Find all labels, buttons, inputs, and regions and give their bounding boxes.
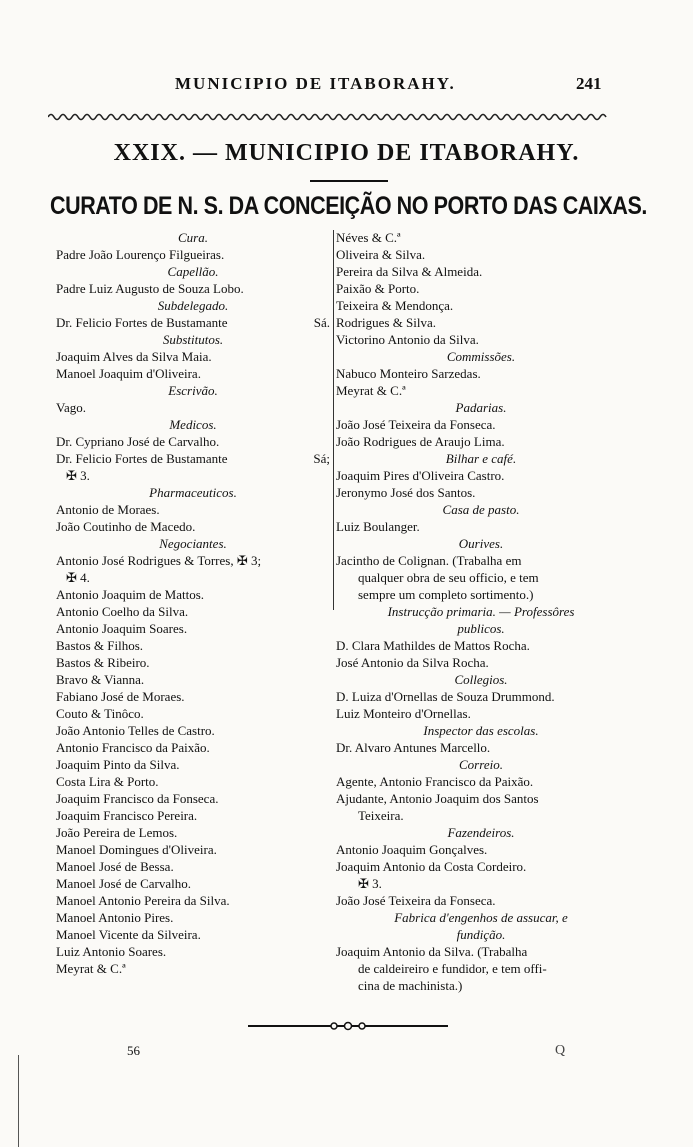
entry-suffix: Sá;	[313, 451, 330, 466]
section-heading: fundição.	[456, 927, 506, 942]
corner-mark: Q	[555, 1043, 566, 1058]
directory-entry: Joaquim Antonio da Costa Cordeiro.	[336, 859, 527, 874]
entry-continuation: sempre um completo sortimento.)	[358, 587, 534, 602]
section-heading: Padarias.	[455, 400, 507, 415]
section-heading: Correio.	[459, 757, 503, 772]
section-heading: Ourives.	[458, 536, 504, 551]
directory-entry: Teixeira & Mendonça.	[336, 298, 454, 313]
section-heading: Capellão.	[167, 264, 219, 279]
directory-entry: Antonio Joaquim de Mattos.	[56, 587, 205, 602]
left-column	[56, 229, 330, 977]
section-heading: Commissões.	[446, 349, 516, 364]
section-heading: publicos.	[457, 621, 505, 636]
directory-entry: Dr. Alvaro Antunes Marcello.	[336, 740, 491, 755]
bottom-ornament	[248, 1020, 448, 1032]
section-heading: Casa de pasto.	[442, 502, 520, 517]
directory-entry: Vago.	[56, 400, 86, 415]
directory-entry: Ajudante, Antonio Joaquim dos Santos	[336, 791, 539, 806]
directory-entry: Padre Luiz Augusto de Souza Lobo.	[56, 281, 244, 296]
directory-entry: Antonio Joaquim Gonçalves.	[336, 842, 488, 857]
directory-entry: Manoel Vicente da Silveira.	[56, 927, 201, 942]
section-heading: Collegios.	[454, 672, 508, 687]
entry-continuation: cina de machinista.)	[358, 978, 463, 993]
directory-entry: Manoel Joaquim d'Oliveira.	[56, 366, 201, 381]
directory-entry: Antonio de Moraes.	[56, 502, 160, 517]
directory-entry: Antonio Coelho da Silva.	[56, 604, 189, 619]
entry-name: Dr. Felicio Fortes de Bustamante	[56, 315, 228, 330]
directory-entry: João Pereira de Lemos.	[56, 825, 178, 840]
directory-entry: Luiz Monteiro d'Ornellas.	[336, 706, 471, 721]
directory-entry: Manoel José de Carvalho.	[56, 876, 192, 891]
directory-entry	[56, 450, 330, 467]
directory-entry: Couto & Tinôco.	[56, 706, 144, 721]
section-heading: Medicos.	[169, 417, 217, 432]
section-heading: Bilhar e café.	[445, 451, 517, 466]
right-column	[336, 229, 626, 994]
directory-entry: Pereira da Silva & Almeida.	[336, 264, 483, 279]
directory-entry: D. Luiza d'Ornellas de Souza Drummond.	[336, 689, 555, 704]
section-heading: Subdelegado.	[157, 298, 229, 313]
directory-entry: José Antonio da Silva Rocha.	[336, 655, 489, 670]
directory-entry: Meyrat & C.ª	[336, 383, 406, 398]
directory-entry: D. Clara Mathildes de Mattos Rocha.	[336, 638, 530, 653]
section-heading: Substitutos.	[162, 332, 224, 347]
directory-entry: Joaquim Francisco da Fonseca.	[56, 791, 219, 806]
directory-entry: Joaquim Alves da Silva Maia.	[56, 349, 212, 364]
directory-entry: Manoel Antonio Pires.	[56, 910, 174, 925]
directory-entry: João Coutinho de Macedo.	[56, 519, 196, 534]
directory-entry: Joaquim Antonio da Silva. (Trabalha	[336, 944, 528, 959]
entry-suffix: Sá.	[313, 315, 330, 330]
directory-entry: Joaquim Pinto da Silva.	[56, 757, 180, 772]
entry-name: Dr. Felicio Fortes de Bustamante	[56, 451, 228, 466]
directory-entry: Bastos & Filhos.	[56, 638, 144, 653]
directory-entry: Jeronymo José dos Santos.	[336, 485, 476, 500]
directory-entry	[56, 314, 330, 331]
running-head-title: MUNICIPIO DE ITABORAHY.	[175, 74, 456, 93]
section-heading: Pharmaceuticos.	[149, 485, 237, 500]
directory-entry: Oliveira & Silva.	[336, 247, 426, 262]
directory-entry: Manoel José de Bessa.	[56, 859, 174, 874]
directory-entry: Manoel Antonio Pereira da Silva.	[56, 893, 230, 908]
directory-entry: Paixão & Porto.	[336, 281, 420, 296]
directory-entry: Jacintho de Colignan. (Trabalha em	[336, 553, 522, 568]
entry-continuation: ✠ 3.	[358, 876, 382, 891]
directory-entry: Manoel Domingues d'Oliveira.	[56, 842, 217, 857]
directory-entry: Costa Lira & Porto.	[56, 774, 159, 789]
entry-continuation: ✠ 3.	[66, 468, 90, 483]
title-underline	[310, 180, 388, 182]
page-number: 241	[576, 74, 602, 93]
directory-entry: Rodrigues & Silva.	[336, 315, 437, 330]
chapter-title: XXIX. — MUNICIPIO DE ITABORAHY.	[113, 140, 580, 166]
directory-entry: Antonio Francisco da Paixão.	[56, 740, 210, 755]
section-heading: Negociantes.	[159, 536, 227, 551]
section-heading: Escrivão.	[168, 383, 218, 398]
directory-entry: Dr. Cypriano José de Carvalho.	[56, 434, 220, 449]
directory-entry: Antonio José Rodrigues & Torres, ✠ 3;	[56, 553, 262, 568]
directory-entry: Agente, Antonio Francisco da Paixão.	[336, 774, 534, 789]
directory-entry: Meyrat & C.ª	[56, 961, 126, 976]
column-divider	[333, 230, 334, 610]
entry-continuation: Teixeira.	[358, 808, 404, 823]
section-heading: Cura.	[178, 230, 208, 245]
section-title: CURATO DE N. S. DA CONCEIÇÃO NO PORTO DAS CAIXAS.	[50, 192, 647, 220]
directory-entry: Joaquim Francisco Pereira.	[56, 808, 198, 823]
directory-entry: Bravo & Vianna.	[56, 672, 145, 687]
section-heading: Inspector das escolas.	[423, 723, 539, 738]
running-head	[0, 74, 693, 96]
directory-entry: Nabuco Monteiro Sarzedas.	[336, 366, 481, 381]
directory-entry: Bastos & Ribeiro.	[56, 655, 150, 670]
ornamental-rule	[48, 112, 608, 122]
directory-entry: João Rodrigues de Araujo Lima.	[336, 434, 505, 449]
signature-mark: 56	[127, 1043, 140, 1058]
directory-entry: Luiz Boulanger.	[336, 519, 420, 534]
entry-continuation: ✠ 4.	[66, 570, 90, 585]
section-heading: Instrucção primaria. — Professôres	[387, 604, 575, 619]
directory-entry: Victorino Antonio da Silva.	[336, 332, 479, 347]
directory-entry: Néves & C.ª	[336, 230, 401, 245]
directory-entry: Fabiano José de Moraes.	[56, 689, 185, 704]
section-heading: Fazendeiros.	[447, 825, 515, 840]
section-heading: Fabrica d'engenhos de assucar, e	[394, 910, 568, 925]
entry-continuation: de caldeireiro e fundidor, e tem offi-	[358, 961, 547, 976]
directory-entry: João José Teixeira da Fonseca.	[336, 417, 496, 432]
directory-entry: Padre João Lourenço Filgueiras.	[56, 247, 225, 262]
directory-entry: Antonio Joaquim Soares.	[56, 621, 188, 636]
margin-line	[18, 1055, 19, 1147]
directory-entry: João José Teixeira da Fonseca.	[336, 893, 496, 908]
directory-entry: Luiz Antonio Soares.	[56, 944, 167, 959]
directory-entry: João Antonio Telles de Castro.	[56, 723, 215, 738]
directory-entry: Joaquim Pires d'Oliveira Castro.	[336, 468, 505, 483]
entry-continuation: qualquer obra de seu officio, e tem	[358, 570, 539, 585]
